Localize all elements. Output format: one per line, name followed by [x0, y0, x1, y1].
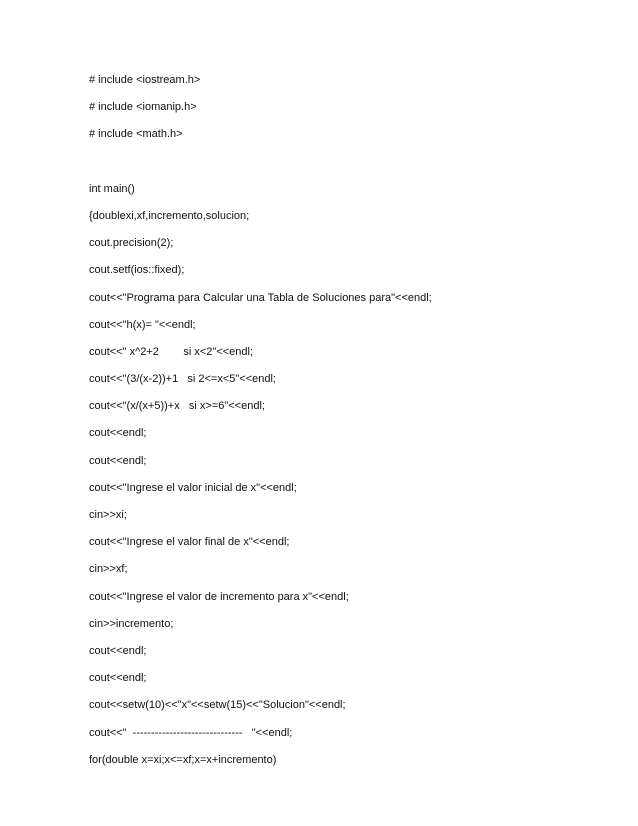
- code-line: # include <iostream.h>: [89, 74, 201, 86]
- code-line: cout<<"Ingrese el valor inicial de x"<<endl;: [89, 481, 297, 494]
- code-line: # include <math.h>: [89, 128, 183, 141]
- code-line: cout.precision(2);: [89, 237, 174, 250]
- code-line: cout.setf(ios::fixed);: [89, 264, 185, 277]
- code-line: cout<<" ------------------------------ "<<endl;: [89, 726, 293, 739]
- code-line: cout<<"(3/(x-2))+1 si 2<=x<5"<<endl;: [89, 373, 276, 386]
- code-line: int main(): [89, 182, 135, 195]
- code-listing: [89, 72, 432, 779]
- code-line: cout<<endl;: [89, 672, 147, 685]
- code-line: cout<<endl;: [89, 454, 147, 467]
- code-line: cin>>xi;: [89, 509, 127, 521]
- code-line: cout<<" x^2+2 si x<2"<<endl;: [89, 345, 254, 358]
- code-line: cin>>xf;: [89, 563, 128, 576]
- code-line: cout<<endl;: [89, 427, 147, 440]
- code-line: {doublexi,xf,incremento,solucion;: [89, 209, 250, 222]
- code-line: cout<<"Ingrese el valor de incremento para x"<<endl;: [89, 590, 349, 603]
- code-line: cout<<setw(10)<<"x"<<setw(15)<<"Solucion"<<endl;: [89, 699, 346, 712]
- code-line: cin>>incremento;: [89, 617, 174, 630]
- code-line: cout<<"Programa para Calcular una Tabla de Soluciones para"<<endl;: [89, 291, 432, 304]
- code-line: # include <iomanip.h>: [89, 101, 197, 114]
- code-line: cout<<endl;: [89, 644, 147, 657]
- code-line: for(double x=xi;x<=xf;x=x+incremento): [89, 753, 277, 766]
- code-line: cout<<"(x/(x+5))+x si x>=6"<<endl;: [89, 400, 265, 413]
- code-line: cout<<"Ingrese el valor final de x"<<endl;: [89, 536, 290, 549]
- blank-line: [89, 154, 432, 170]
- code-line: cout<<"h(x)= "<<endl;: [89, 318, 196, 331]
